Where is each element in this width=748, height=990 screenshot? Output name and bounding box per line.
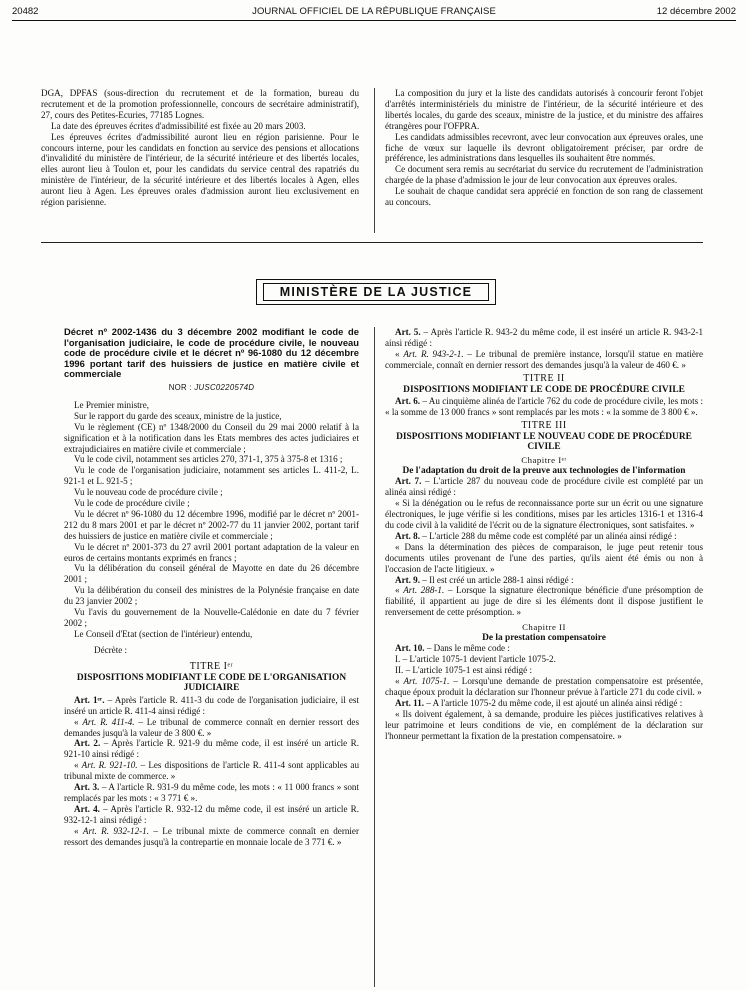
visa: Vu la délibération du conseil des ministres de la Polynésie française en date du 23 janvier 2002 ; xyxy=(64,585,359,607)
paragraph: Le souhait de chaque candidat sera apprécié en fonction de son rang de classement au concours. xyxy=(385,186,703,208)
article-label: Art. 9. xyxy=(395,574,420,585)
article: Art. 3. – A l'article R. 931-9 du même code, les mots : « 11 000 francs » sont remplacés par les mots : « 3 771 € ». xyxy=(64,782,359,803)
article: Art. 11. – A l'article 1075-2 du même code, il est ajouté un alinéa ainsi rédigé : xyxy=(395,697,683,708)
article-ref: Art. R. 932-12-1. xyxy=(82,825,149,836)
article: Art. 10. – Dans le même code : xyxy=(395,643,510,654)
paragraph: La composition du jury et la liste des candidats autorisés à concourir feront l'objet d'arrêtés interministériels du ministre de l'intérieur, de la sécurité intérieure et des libertés locales, du garde des sceaux, ministre de la justice, et du ministre des affaires étrangères pour l'OFPRA. xyxy=(385,88,703,131)
titre-subheading: DISPOSITIONS MODIFIANT LE NOUVEAU CODE DE PROCÉDURE CIVILE xyxy=(396,431,692,453)
paragraph: Ce document sera remis au secrétariat du service du recrutement de l'administration chargée de la phase d'admission le jour de leur convocation aux épreuves orales. xyxy=(385,164,703,186)
article: Art. 7. – L'article 287 du nouveau code de procédure civile est complété par un alinéa ainsi rédigé : xyxy=(385,476,703,498)
article: Art. 2. – Après l'article R. 921-9 du même code, il est inséré un article R. 921-10 ainsi rédigé : xyxy=(64,738,360,760)
paragraph: DGA, DPFAS (sous-direction du recrutement et de la formation, bureau du recrutement et de la promotion professionnelle, concours de secrétaire administratif), 27, cours des Petites-Ecuries, 77185 Lognes. xyxy=(41,88,359,120)
visa: Vu la délibération du conseil général de Mayotte en date du 26 décembre 2001 ; xyxy=(64,563,359,585)
column-divider xyxy=(374,327,375,987)
article-label: Art. 7. xyxy=(395,476,422,487)
visa: Vu le règlement (CE) nº 1348/2000 du Conseil du 29 mai 2000 relatif à la signification et à la notification dans les Etats membres des actes judiciaires et extrajudiciaires en matière civile et commerciale ; xyxy=(64,421,359,454)
ministry-banner-label: MINISTÈRE DE LA JUSTICE xyxy=(263,283,489,301)
article-label: Art. 8. xyxy=(395,530,420,541)
section-rule xyxy=(41,242,703,243)
visa: Vu le code de procédure civile ; xyxy=(74,498,190,509)
decree-title: Décret nº 2002-1436 du 3 décembre 2002 modifiant le code de l'organisation judiciaire, le code de procédure civile, le nouveau code de procédure civile et le décret nº 96-1080 du 12 décembre 1996 portant tarif des huissiers de justice en matière civile et commerciale xyxy=(64,326,359,380)
article-quote: « Ils doivent également, à sa demande, produire les pièces justificatives relatives à leur patrimoine et leurs conditions de vie, en complément de la déclaration sur l'honneur permettant la fixation de la prestation compensatoire. » xyxy=(385,708,703,741)
issue-date: 12 décembre 2002 xyxy=(656,6,736,17)
titre-subheading: DISPOSITIONS MODIFIANT LE CODE DE PROCÉDURE CIVILE xyxy=(403,384,685,395)
article-label: Art. 5. xyxy=(395,327,421,337)
article: Art. 9. – Il est créé un article 288-1 ainsi rédigé : xyxy=(395,574,574,585)
article-quote: « Art. R. 932-12-1. – Le tribunal mixte de commerce connaît en dernier ressort des demandes jusqu'à la contrepartie en monnaie locale de 3 771 €. » xyxy=(64,825,359,847)
visa: Vu le nouveau code de procédure civile ; xyxy=(74,487,223,498)
decree-right-column xyxy=(385,327,703,742)
article-label: Art. 2. xyxy=(74,738,101,749)
paragraph: La date des épreuves écrites d'admissibilité est fixée au 20 mars 2003. xyxy=(51,120,306,131)
article-item: I. – L'article 1075-1 devient l'article 1075-2. xyxy=(395,654,556,665)
article-quote: « Art. 1075-1. – Lorsqu'une demande de prestation compensatoire est présentée, chaque époux produit la déclaration sur l'honneur prévue à l'article 271 du code civil. » xyxy=(385,676,703,698)
article-ref: Art. R. 411-4. xyxy=(82,716,135,727)
titre-heading: TITRE Iᵉʳ xyxy=(189,660,234,672)
article-quote: « Si la dénégation ou le refus de reconnaissance porte sur un écrit ou une signature électroniques, le juge vérifie si les conditions, mises par les articles 1316-1 et 1316-4 du code civil à la validité de l'écrit ou de la signature électroniques, sont satisfaites. » xyxy=(385,498,703,530)
article-label: Art. 11. xyxy=(395,697,425,708)
article-quote: « Art. R. 943-2-1. – Le tribunal de première instance, lorsqu'il statue en matière commerciale, connaît en dernier ressort des demandes jusqu'à la valeur de 460 €. » xyxy=(385,348,703,370)
ministry-banner xyxy=(256,279,496,305)
article-quote: « Art. R. 921-10. – Les dispositions de l'article R. 411-4 sont applicables au tribunal mixte de commerce. » xyxy=(64,760,359,782)
titre-heading: TITRE III xyxy=(521,419,567,431)
top-right-column xyxy=(385,88,703,208)
article-ref: Art. R. 943-2-1. xyxy=(403,348,464,359)
article-item: II. – L'article 1075-1 est ainsi rédigé : xyxy=(395,665,532,676)
visa: Vu le code de l'organisation judiciaire, notamment ses articles L. 411-2, L. 921-1 et L. 921-5 ; xyxy=(64,465,359,487)
premier-ministre: Le Premier ministre, xyxy=(74,399,150,410)
article: Art. 6. – Au cinquième alinéa de l'article 762 du code de procédure civile, les mots : « la somme de 13 000 francs » sont remplacés par les mots : « la somme de 3 800 € ». xyxy=(385,396,704,418)
article-quote: « Art. R. 411-4. – Le tribunal de commerce connaît en dernier ressort des demandes jusqu'à la valeur de 3 800 €. » xyxy=(64,716,359,738)
article-quote: « Art. 288-1. – Lorsque la signature électronique bénéficie d'une présomption de fiabilité, il appartient au juge de dire si les éléments dont il dispose justifient le renversement de cette présomption. » xyxy=(385,585,703,618)
visa: Sur le rapport du garde des sceaux, ministre de la justice, xyxy=(74,410,282,421)
article: Art. 5. – Après l'article R. 943-2 du même code, il est inséré un article R. 943-2-1 ainsi rédigé : xyxy=(385,327,703,348)
article-ref: Art. R. 921-10. xyxy=(81,760,138,771)
titre-heading: TITRE II xyxy=(523,372,565,384)
decrete: Décrète : xyxy=(94,644,128,655)
chapter-title: De la prestation compensatoire xyxy=(482,633,606,644)
decree-left-column xyxy=(64,327,359,848)
nor-value: JUSC0220574D xyxy=(194,382,255,392)
visa: Vu le décret nº 96-1080 du 12 décembre 1996, modifié par le décret nº 2001-212 du 8 mars 2001 et par le décret nº 2002-77 du 11 janvier 2002, portant tarif des huissiers de justice en matière civile et commerciale ; xyxy=(64,508,359,541)
article-label: Art. 10. xyxy=(395,643,425,654)
article: Art. 8. – L'article 288 du même code est complété par un alinéa ainsi rédigé : xyxy=(395,530,677,541)
visa: Vu l'avis du gouvernement de la Nouvelle-Calédonie en date du 7 février 2002 ; xyxy=(64,607,359,628)
titre-subheading: DISPOSITIONS MODIFIANT LE CODE DE L'ORGANISATION JUDICIAIRE xyxy=(76,672,347,694)
nor-reference: NOR : JUSC0220574D xyxy=(168,382,255,392)
chapter-heading: Chapitre II xyxy=(522,622,566,633)
visa: Vu le décret nº 2001-373 du 27 avril 2001 portant adaptation de la valeur en euros de certains montants exprimés en francs ; xyxy=(64,541,359,563)
article-ref: Art. 288-1. xyxy=(403,585,445,596)
page-number: 20482 xyxy=(12,6,39,17)
article-label: Art. 4. xyxy=(74,803,100,814)
article: Art. 1ᵉʳ. – Après l'article R. 411-3 du code de l'organisation judiciaire, il est inséré un article R. 411-4 ainsi rédigé : xyxy=(64,694,359,716)
header-rule xyxy=(12,20,736,21)
visa: Vu le code civil, notamment ses articles 270, 371-1, 375 à 375-8 et 1316 ; xyxy=(74,454,343,465)
article-ref: Art. 1075-1. xyxy=(403,676,450,687)
article-label: Art. 1ᵉʳ. xyxy=(74,694,105,705)
chapter-heading: Chapitre Iᵉʳ xyxy=(521,455,567,466)
top-left-column xyxy=(41,88,359,208)
article-quote: « Dans la détermination des pièces de comparaison, le juge peut retenir tous documents utiles provenant de l'une des parties, qu'ils aient été émis ou non à l'occasion de l'acte litigieux. » xyxy=(385,541,703,574)
column-divider xyxy=(374,88,375,233)
article-label: Art. 3. xyxy=(74,782,100,793)
article: Art. 4. – Après l'article R. 932-12 du même code, il est inséré un article R. 932-12-1 ainsi rédigé : xyxy=(64,803,360,825)
paragraph: Les épreuves écrites d'admissibilité auront lieu en région parisienne. Pour le concours interne, pour les candidats en fonction au service des pensions et allocations d'invalidité du ministère de l'intérieur, de la sécurité intérieure et des libertés locales, elles auront lieu à Toulon et, pour les candidats du service central des rapatriés du ministère de l'intérieur, de la sécurité intérieure et des libertés locales à Agen, elles auront lieu à Agen. Les épreuves orales d'admission auront lieu exclusivement en région parisienne. xyxy=(41,131,359,208)
chapter-title: De l'adaptation du droit de la preuve aux technologies de l'information xyxy=(402,465,686,476)
journal-title: JOURNAL OFFICIEL DE LA RÉPUBLIQUE FRANÇAISE xyxy=(252,6,496,17)
article-label: Art. 6. xyxy=(395,396,421,407)
visa: Le Conseil d'Etat (section de l'intérieur) entendu, xyxy=(74,628,253,639)
paragraph: Les candidats admissibles recevront, avec leur convocation aux épreuves orales, une fiche de vœux sur laquelle ils devront obligatoirement préciser, par ordre de préférence, les administrations dans lesquelles ils souhaitent être nommés. xyxy=(385,131,703,164)
